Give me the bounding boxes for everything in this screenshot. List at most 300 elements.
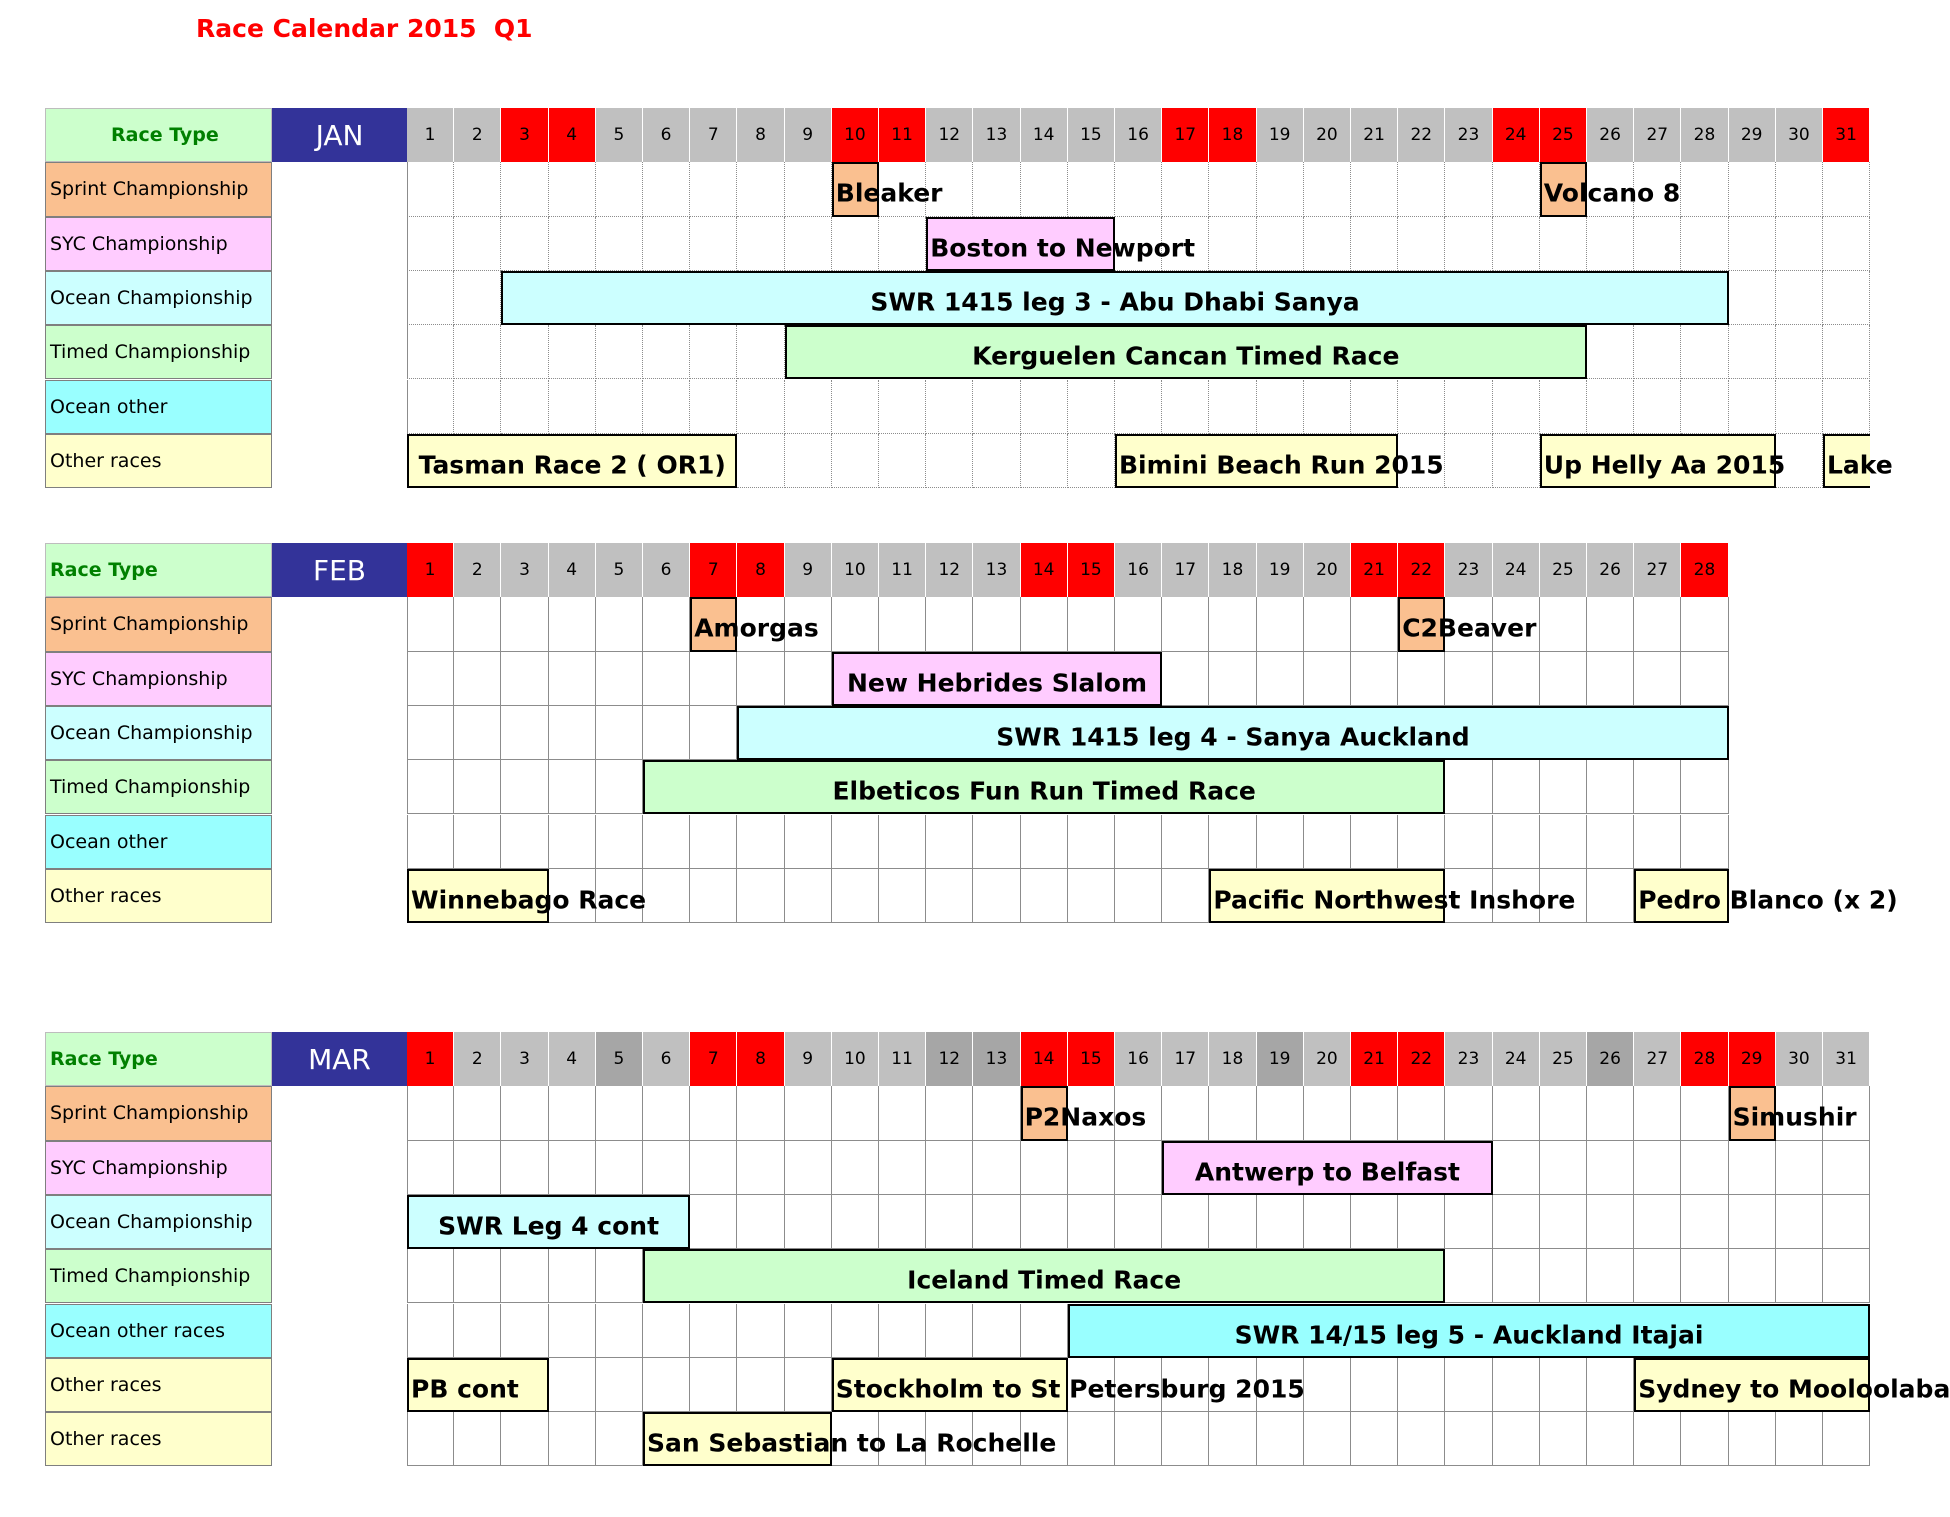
grid-cell[interactable]	[549, 1141, 596, 1195]
grid-cell[interactable]	[407, 325, 454, 379]
grid-cell[interactable]	[1634, 1141, 1681, 1195]
grid-cell[interactable]	[785, 652, 832, 706]
grid-cell[interactable]	[1729, 217, 1776, 271]
grid-cell[interactable]	[501, 325, 548, 379]
grid-cell[interactable]	[501, 1412, 548, 1466]
grid-cell[interactable]	[643, 1141, 690, 1195]
grid-cell[interactable]	[1729, 1195, 1776, 1249]
grid-cell[interactable]	[1115, 597, 1162, 651]
grid-cell[interactable]	[407, 597, 454, 651]
grid-cell[interactable]	[785, 869, 832, 923]
grid-cell[interactable]	[1540, 1412, 1587, 1466]
grid-cell[interactable]	[1587, 652, 1634, 706]
grid-cell[interactable]	[1209, 1086, 1256, 1140]
grid-cell[interactable]	[1540, 1249, 1587, 1303]
grid-cell[interactable]	[596, 1304, 643, 1358]
grid-cell[interactable]	[643, 217, 690, 271]
grid-cell[interactable]	[737, 380, 784, 434]
grid-cell[interactable]	[1257, 162, 1304, 216]
grid-cell[interactable]	[1021, 380, 1068, 434]
grid-cell[interactable]	[596, 1358, 643, 1412]
grid-cell[interactable]	[1823, 1195, 1870, 1249]
grid-cell[interactable]	[1823, 1249, 1870, 1303]
grid-cell[interactable]	[501, 162, 548, 216]
grid-cell[interactable]	[549, 1249, 596, 1303]
grid-cell[interactable]	[1398, 815, 1445, 869]
grid-cell[interactable]	[407, 1141, 454, 1195]
grid-cell[interactable]	[1729, 1141, 1776, 1195]
grid-cell[interactable]	[785, 1086, 832, 1140]
grid-cell[interactable]	[1540, 1195, 1587, 1249]
grid-cell[interactable]	[1776, 325, 1823, 379]
grid-cell[interactable]	[1445, 217, 1492, 271]
grid-cell[interactable]	[1351, 1358, 1398, 1412]
grid-cell[interactable]	[832, 869, 879, 923]
grid-cell[interactable]	[1587, 217, 1634, 271]
grid-cell[interactable]	[879, 380, 926, 434]
grid-cell[interactable]	[1398, 652, 1445, 706]
grid-cell[interactable]	[973, 597, 1020, 651]
grid-cell[interactable]	[549, 380, 596, 434]
grid-cell[interactable]	[1068, 1412, 1115, 1466]
grid-cell[interactable]	[1823, 325, 1870, 379]
grid-cell[interactable]	[1540, 217, 1587, 271]
grid-cell[interactable]	[407, 1412, 454, 1466]
grid-cell[interactable]	[596, 162, 643, 216]
grid-cell[interactable]	[596, 1141, 643, 1195]
grid-cell[interactable]	[832, 815, 879, 869]
grid-cell[interactable]	[737, 652, 784, 706]
grid-cell[interactable]	[1540, 652, 1587, 706]
grid-cell[interactable]	[596, 325, 643, 379]
grid-cell[interactable]	[926, 380, 973, 434]
grid-cell[interactable]	[1540, 380, 1587, 434]
grid-cell[interactable]	[596, 380, 643, 434]
grid-cell[interactable]	[501, 652, 548, 706]
grid-cell[interactable]	[785, 162, 832, 216]
grid-cell[interactable]	[1493, 1086, 1540, 1140]
grid-cell[interactable]	[454, 1304, 501, 1358]
grid-cell[interactable]	[1209, 597, 1256, 651]
grid-cell[interactable]	[643, 1086, 690, 1140]
grid-cell[interactable]	[1304, 1195, 1351, 1249]
grid-cell[interactable]	[1729, 162, 1776, 216]
grid-cell[interactable]	[1681, 325, 1728, 379]
grid-cell[interactable]	[596, 1249, 643, 1303]
grid-cell[interactable]	[454, 1249, 501, 1303]
grid-cell[interactable]	[1445, 1412, 1492, 1466]
grid-cell[interactable]	[1587, 1141, 1634, 1195]
grid-cell[interactable]	[1304, 652, 1351, 706]
grid-cell[interactable]	[1445, 760, 1492, 814]
grid-cell[interactable]	[1115, 1195, 1162, 1249]
grid-cell[interactable]	[1021, 162, 1068, 216]
grid-cell[interactable]	[1540, 1141, 1587, 1195]
grid-cell[interactable]	[1115, 1412, 1162, 1466]
grid-cell[interactable]	[596, 706, 643, 760]
grid-cell[interactable]	[1304, 815, 1351, 869]
grid-cell[interactable]	[926, 815, 973, 869]
grid-cell[interactable]	[1115, 162, 1162, 216]
grid-cell[interactable]	[1021, 597, 1068, 651]
grid-cell[interactable]	[501, 1086, 548, 1140]
grid-cell[interactable]	[737, 1086, 784, 1140]
grid-cell[interactable]	[1445, 652, 1492, 706]
grid-cell[interactable]	[454, 325, 501, 379]
grid-cell[interactable]	[879, 1195, 926, 1249]
grid-cell[interactable]	[1493, 1141, 1540, 1195]
grid-cell[interactable]	[1445, 380, 1492, 434]
grid-cell[interactable]	[1068, 162, 1115, 216]
grid-cell[interactable]	[501, 217, 548, 271]
grid-cell[interactable]	[1021, 434, 1068, 488]
grid-cell[interactable]	[926, 434, 973, 488]
grid-cell[interactable]	[690, 217, 737, 271]
grid-cell[interactable]	[407, 815, 454, 869]
grid-cell[interactable]	[1587, 760, 1634, 814]
grid-cell[interactable]	[1068, 815, 1115, 869]
grid-cell[interactable]	[1823, 1412, 1870, 1466]
grid-cell[interactable]	[1681, 1141, 1728, 1195]
grid-cell[interactable]	[1021, 1141, 1068, 1195]
grid-cell[interactable]	[785, 380, 832, 434]
grid-cell[interactable]	[926, 597, 973, 651]
grid-cell[interactable]	[1681, 597, 1728, 651]
grid-cell[interactable]	[690, 652, 737, 706]
grid-cell[interactable]	[1587, 380, 1634, 434]
grid-cell[interactable]	[549, 1304, 596, 1358]
grid-cell[interactable]	[737, 1304, 784, 1358]
grid-cell[interactable]	[1398, 380, 1445, 434]
grid-cell[interactable]	[1729, 271, 1776, 325]
grid-cell[interactable]	[1587, 815, 1634, 869]
grid-cell[interactable]	[1162, 162, 1209, 216]
grid-cell[interactable]	[1540, 1358, 1587, 1412]
grid-cell[interactable]	[1021, 869, 1068, 923]
grid-cell[interactable]	[1068, 434, 1115, 488]
grid-cell[interactable]	[1162, 869, 1209, 923]
grid-cell[interactable]	[973, 869, 1020, 923]
grid-cell[interactable]	[643, 325, 690, 379]
grid-cell[interactable]	[1823, 162, 1870, 216]
grid-cell[interactable]	[1823, 380, 1870, 434]
grid-cell[interactable]	[832, 434, 879, 488]
grid-cell[interactable]	[785, 1358, 832, 1412]
grid-cell[interactable]	[879, 1304, 926, 1358]
grid-cell[interactable]	[1634, 652, 1681, 706]
grid-cell[interactable]	[1776, 271, 1823, 325]
grid-cell[interactable]	[785, 1141, 832, 1195]
grid-cell[interactable]	[1681, 1249, 1728, 1303]
grid-cell[interactable]	[1681, 1412, 1728, 1466]
grid-cell[interactable]	[973, 1304, 1020, 1358]
grid-cell[interactable]	[1209, 1412, 1256, 1466]
grid-cell[interactable]	[1681, 1195, 1728, 1249]
grid-cell[interactable]	[785, 434, 832, 488]
grid-cell[interactable]	[1634, 1249, 1681, 1303]
grid-cell[interactable]	[407, 271, 454, 325]
grid-cell[interactable]	[1493, 162, 1540, 216]
grid-cell[interactable]	[926, 869, 973, 923]
grid-cell[interactable]	[1823, 217, 1870, 271]
grid-cell[interactable]	[1634, 325, 1681, 379]
grid-cell[interactable]	[1351, 815, 1398, 869]
grid-cell[interactable]	[1351, 162, 1398, 216]
grid-cell[interactable]	[1681, 380, 1728, 434]
grid-cell[interactable]	[1729, 380, 1776, 434]
grid-cell[interactable]	[1209, 815, 1256, 869]
grid-cell[interactable]	[1776, 1412, 1823, 1466]
grid-cell[interactable]	[690, 380, 737, 434]
grid-cell[interactable]	[454, 760, 501, 814]
grid-cell[interactable]	[1209, 217, 1256, 271]
grid-cell[interactable]	[1162, 597, 1209, 651]
grid-cell[interactable]	[549, 1412, 596, 1466]
grid-cell[interactable]	[549, 815, 596, 869]
grid-cell[interactable]	[690, 325, 737, 379]
grid-cell[interactable]	[1445, 1195, 1492, 1249]
grid-cell[interactable]	[454, 597, 501, 651]
grid-cell[interactable]	[1587, 1358, 1634, 1412]
grid-cell[interactable]	[1493, 1358, 1540, 1412]
grid-cell[interactable]	[1021, 1304, 1068, 1358]
grid-cell[interactable]	[1681, 217, 1728, 271]
grid-cell[interactable]	[1351, 597, 1398, 651]
grid-cell[interactable]	[973, 815, 1020, 869]
grid-cell[interactable]	[737, 162, 784, 216]
grid-cell[interactable]	[1776, 162, 1823, 216]
grid-cell[interactable]	[407, 652, 454, 706]
grid-cell[interactable]	[407, 162, 454, 216]
grid-cell[interactable]	[1351, 1195, 1398, 1249]
grid-cell[interactable]	[407, 1304, 454, 1358]
grid-cell[interactable]	[1493, 760, 1540, 814]
grid-cell[interactable]	[407, 706, 454, 760]
grid-cell[interactable]	[1398, 1358, 1445, 1412]
grid-cell[interactable]	[1776, 380, 1823, 434]
grid-cell[interactable]	[643, 597, 690, 651]
grid-cell[interactable]	[1634, 597, 1681, 651]
grid-cell[interactable]	[1493, 815, 1540, 869]
grid-cell[interactable]	[1493, 217, 1540, 271]
grid-cell[interactable]	[973, 380, 1020, 434]
grid-cell[interactable]	[690, 869, 737, 923]
grid-cell[interactable]	[1493, 1249, 1540, 1303]
grid-cell[interactable]	[1398, 217, 1445, 271]
grid-cell[interactable]	[1068, 380, 1115, 434]
grid-cell[interactable]	[737, 1358, 784, 1412]
grid-cell[interactable]	[454, 217, 501, 271]
grid-cell[interactable]	[1115, 1141, 1162, 1195]
grid-cell[interactable]	[1634, 760, 1681, 814]
grid-cell[interactable]	[1304, 1358, 1351, 1412]
grid-cell[interactable]	[832, 380, 879, 434]
grid-cell[interactable]	[501, 760, 548, 814]
grid-cell[interactable]	[973, 1195, 1020, 1249]
grid-cell[interactable]	[1493, 380, 1540, 434]
grid-cell[interactable]	[973, 434, 1020, 488]
grid-cell[interactable]	[549, 1358, 596, 1412]
grid-cell[interactable]	[1257, 597, 1304, 651]
grid-cell[interactable]	[926, 1304, 973, 1358]
grid-cell[interactable]	[1068, 1141, 1115, 1195]
grid-cell[interactable]	[596, 1086, 643, 1140]
grid-cell[interactable]	[1115, 815, 1162, 869]
grid-cell[interactable]	[973, 1086, 1020, 1140]
grid-cell[interactable]	[549, 1086, 596, 1140]
grid-cell[interactable]	[1351, 217, 1398, 271]
grid-cell[interactable]	[454, 652, 501, 706]
grid-cell[interactable]	[690, 706, 737, 760]
grid-cell[interactable]	[643, 1304, 690, 1358]
grid-cell[interactable]	[1162, 815, 1209, 869]
grid-cell[interactable]	[454, 1412, 501, 1466]
grid-cell[interactable]	[501, 380, 548, 434]
grid-cell[interactable]	[973, 1141, 1020, 1195]
grid-cell[interactable]	[1068, 597, 1115, 651]
grid-cell[interactable]	[737, 869, 784, 923]
grid-cell[interactable]	[1729, 1249, 1776, 1303]
grid-cell[interactable]	[1729, 325, 1776, 379]
grid-cell[interactable]	[1351, 652, 1398, 706]
grid-cell[interactable]	[832, 597, 879, 651]
grid-cell[interactable]	[501, 815, 548, 869]
grid-cell[interactable]	[1162, 1086, 1209, 1140]
grid-cell[interactable]	[690, 815, 737, 869]
grid-cell[interactable]	[1398, 1195, 1445, 1249]
grid-cell[interactable]	[926, 1086, 973, 1140]
grid-cell[interactable]	[926, 1195, 973, 1249]
grid-cell[interactable]	[785, 1195, 832, 1249]
grid-cell[interactable]	[879, 217, 926, 271]
grid-cell[interactable]	[596, 815, 643, 869]
grid-cell[interactable]	[737, 434, 784, 488]
grid-cell[interactable]	[1398, 1086, 1445, 1140]
grid-cell[interactable]	[1493, 652, 1540, 706]
grid-cell[interactable]	[832, 1086, 879, 1140]
grid-cell[interactable]	[1209, 162, 1256, 216]
grid-cell[interactable]	[1162, 1412, 1209, 1466]
grid-cell[interactable]	[1587, 325, 1634, 379]
grid-cell[interactable]	[690, 162, 737, 216]
grid-cell[interactable]	[1021, 1195, 1068, 1249]
grid-cell[interactable]	[1257, 380, 1304, 434]
grid-cell[interactable]	[549, 217, 596, 271]
grid-cell[interactable]	[879, 869, 926, 923]
grid-cell[interactable]	[1681, 815, 1728, 869]
grid-cell[interactable]	[643, 1358, 690, 1412]
grid-cell[interactable]	[407, 1249, 454, 1303]
grid-cell[interactable]	[690, 1195, 737, 1249]
grid-cell[interactable]	[832, 1141, 879, 1195]
grid-cell[interactable]	[501, 1304, 548, 1358]
grid-cell[interactable]	[690, 1086, 737, 1140]
grid-cell[interactable]	[643, 652, 690, 706]
grid-cell[interactable]	[643, 380, 690, 434]
grid-cell[interactable]	[1304, 597, 1351, 651]
grid-cell[interactable]	[1493, 1195, 1540, 1249]
grid-cell[interactable]	[1587, 1412, 1634, 1466]
grid-cell[interactable]	[1445, 1358, 1492, 1412]
grid-cell[interactable]	[407, 217, 454, 271]
grid-cell[interactable]	[1587, 1249, 1634, 1303]
grid-cell[interactable]	[1304, 380, 1351, 434]
grid-cell[interactable]	[1021, 815, 1068, 869]
grid-cell[interactable]	[690, 1358, 737, 1412]
grid-cell[interactable]	[1445, 1086, 1492, 1140]
grid-cell[interactable]	[1681, 162, 1728, 216]
grid-cell[interactable]	[1634, 1412, 1681, 1466]
grid-cell[interactable]	[501, 1141, 548, 1195]
grid-cell[interactable]	[1587, 869, 1634, 923]
grid-cell[interactable]	[1634, 1086, 1681, 1140]
grid-cell[interactable]	[549, 760, 596, 814]
grid-cell[interactable]	[1493, 1412, 1540, 1466]
grid-cell[interactable]	[1776, 217, 1823, 271]
grid-cell[interactable]	[643, 815, 690, 869]
grid-cell[interactable]	[879, 597, 926, 651]
grid-cell[interactable]	[737, 217, 784, 271]
grid-cell[interactable]	[501, 597, 548, 651]
grid-cell[interactable]	[690, 1304, 737, 1358]
grid-cell[interactable]	[1776, 1195, 1823, 1249]
grid-cell[interactable]	[1257, 217, 1304, 271]
grid-cell[interactable]	[1209, 1195, 1256, 1249]
grid-cell[interactable]	[454, 380, 501, 434]
grid-cell[interactable]	[407, 1086, 454, 1140]
grid-cell[interactable]	[1068, 869, 1115, 923]
grid-cell[interactable]	[501, 706, 548, 760]
grid-cell[interactable]	[1776, 1141, 1823, 1195]
grid-cell[interactable]	[832, 1195, 879, 1249]
grid-cell[interactable]	[1634, 380, 1681, 434]
grid-cell[interactable]	[785, 1304, 832, 1358]
grid-cell[interactable]	[1540, 760, 1587, 814]
grid-cell[interactable]	[690, 1141, 737, 1195]
grid-cell[interactable]	[454, 1086, 501, 1140]
grid-cell[interactable]	[1445, 815, 1492, 869]
grid-cell[interactable]	[596, 217, 643, 271]
grid-cell[interactable]	[1540, 815, 1587, 869]
grid-cell[interactable]	[454, 271, 501, 325]
grid-cell[interactable]	[596, 1412, 643, 1466]
grid-cell[interactable]	[1351, 1412, 1398, 1466]
grid-cell[interactable]	[596, 652, 643, 706]
grid-cell[interactable]	[407, 760, 454, 814]
grid-cell[interactable]	[596, 597, 643, 651]
grid-cell[interactable]	[1257, 815, 1304, 869]
grid-cell[interactable]	[454, 815, 501, 869]
grid-cell[interactable]	[926, 1141, 973, 1195]
grid-cell[interactable]	[1398, 1412, 1445, 1466]
grid-cell[interactable]	[1304, 1412, 1351, 1466]
grid-cell[interactable]	[1257, 1086, 1304, 1140]
grid-cell[interactable]	[1634, 217, 1681, 271]
grid-cell[interactable]	[1681, 1086, 1728, 1140]
grid-cell[interactable]	[1068, 1195, 1115, 1249]
grid-cell[interactable]	[549, 162, 596, 216]
grid-cell[interactable]	[454, 162, 501, 216]
grid-cell[interactable]	[1115, 869, 1162, 923]
grid-cell[interactable]	[1257, 1195, 1304, 1249]
grid-cell[interactable]	[1304, 217, 1351, 271]
grid-cell[interactable]	[737, 1195, 784, 1249]
grid-cell[interactable]	[549, 706, 596, 760]
grid-cell[interactable]	[1162, 380, 1209, 434]
grid-cell[interactable]	[737, 325, 784, 379]
grid-cell[interactable]	[1304, 1086, 1351, 1140]
grid-cell[interactable]	[1776, 1249, 1823, 1303]
